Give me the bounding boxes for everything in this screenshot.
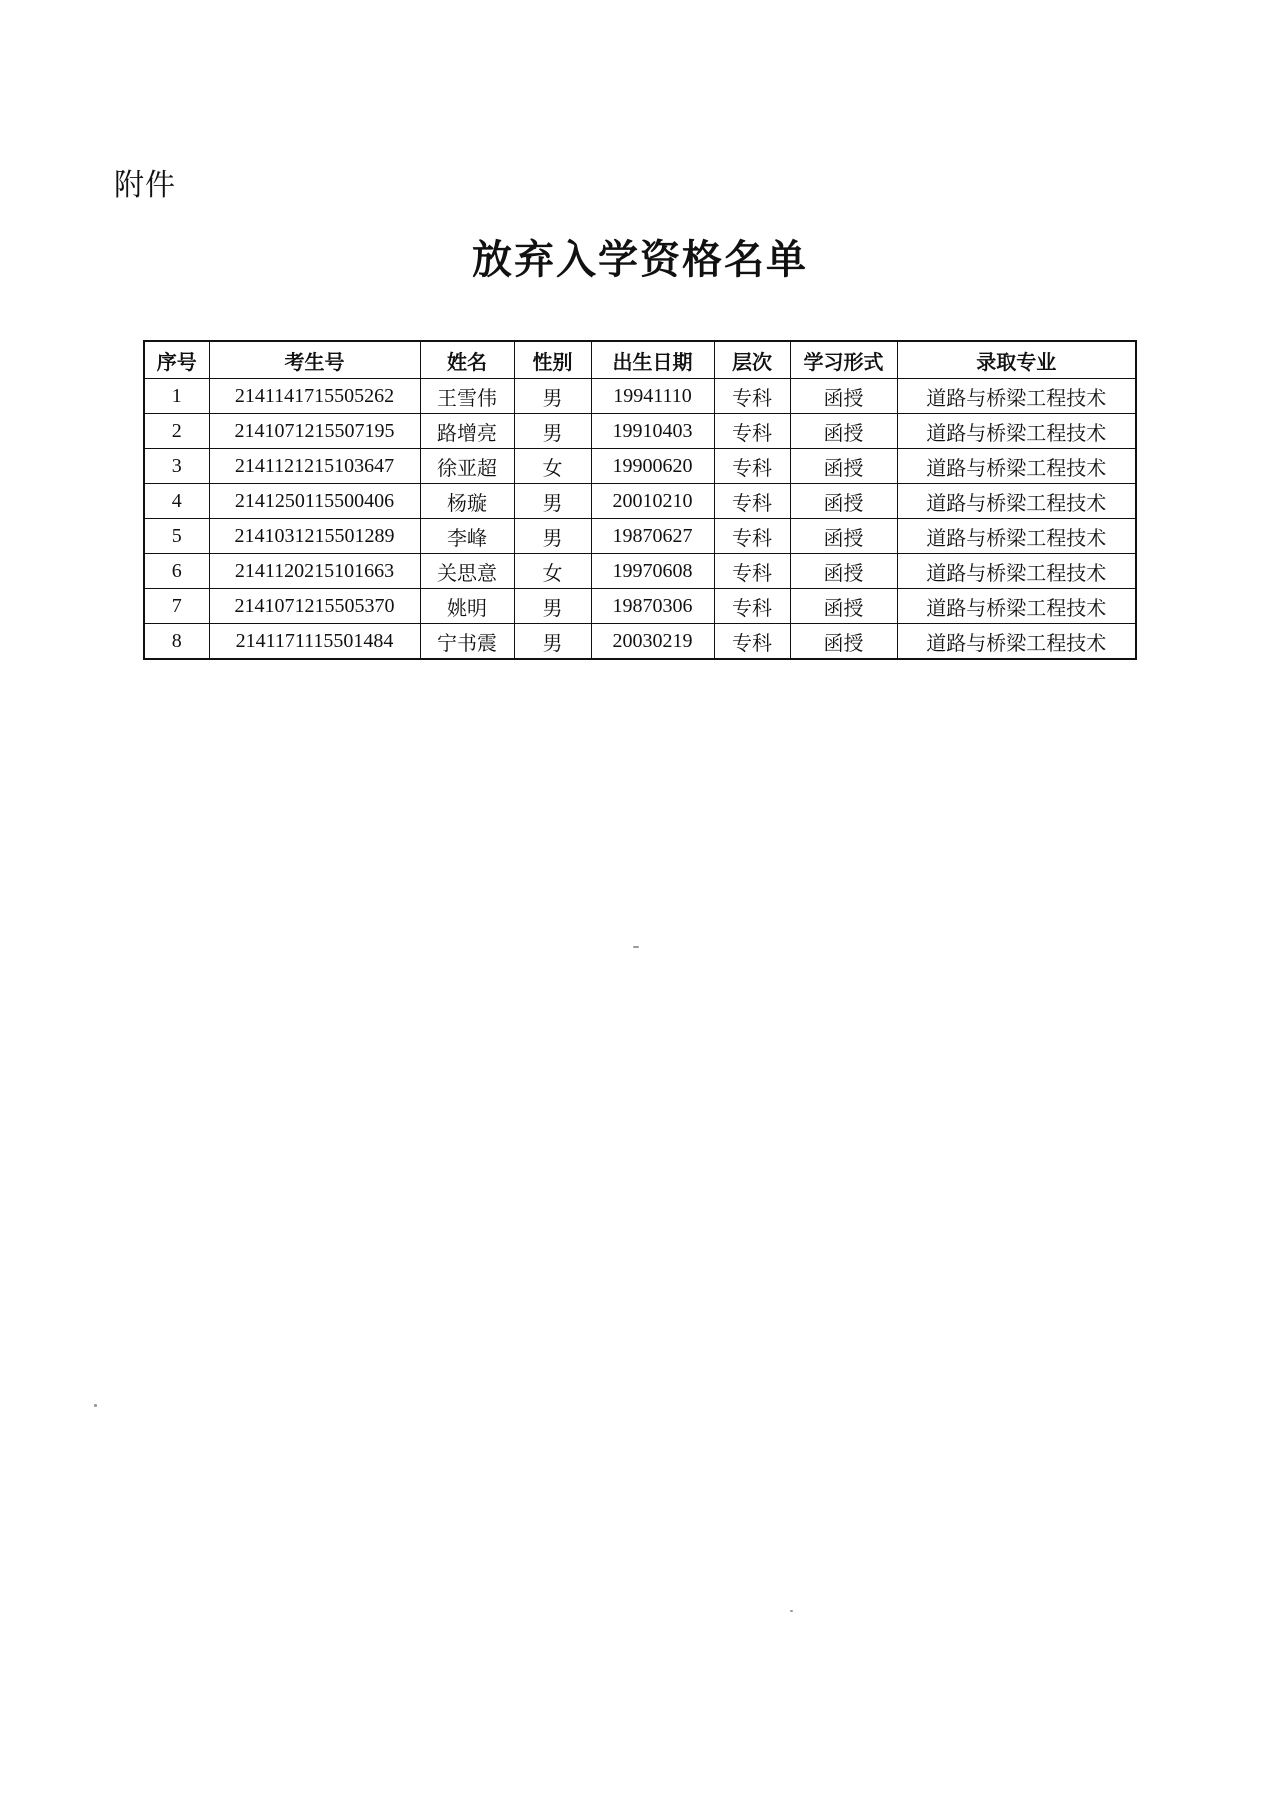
document-title: 放弃入学资格名单 bbox=[472, 236, 808, 283]
cell-index: 8 bbox=[144, 624, 209, 660]
cell-name: 徐亚超 bbox=[420, 449, 514, 484]
cell-level: 专科 bbox=[714, 449, 790, 484]
cell-gender: 女 bbox=[514, 554, 591, 589]
cell-index: 7 bbox=[144, 589, 209, 624]
cell-birth-date: 19900620 bbox=[591, 449, 714, 484]
cell-candidate-number: 2141071215507195 bbox=[209, 414, 420, 449]
cell-level: 专科 bbox=[714, 624, 790, 660]
cell-index: 3 bbox=[144, 449, 209, 484]
cell-major: 道路与桥梁工程技术 bbox=[897, 519, 1136, 554]
cell-name: 王雪伟 bbox=[420, 379, 514, 414]
attachment-label: 附件 bbox=[114, 168, 176, 203]
cell-major: 道路与桥梁工程技术 bbox=[897, 589, 1136, 624]
cell-study-mode: 函授 bbox=[790, 554, 897, 589]
cell-major: 道路与桥梁工程技术 bbox=[897, 624, 1136, 660]
table-row bbox=[144, 589, 1136, 624]
enrollment-table-container bbox=[143, 340, 1135, 660]
cell-birth-date: 20010210 bbox=[591, 484, 714, 519]
header-index: 序号 bbox=[144, 341, 209, 379]
cell-study-mode: 函授 bbox=[790, 414, 897, 449]
cell-gender: 男 bbox=[514, 484, 591, 519]
cell-major: 道路与桥梁工程技术 bbox=[897, 554, 1136, 589]
header-gender: 性别 bbox=[514, 341, 591, 379]
cell-level: 专科 bbox=[714, 379, 790, 414]
scan-speck bbox=[94, 1404, 97, 1407]
cell-candidate-number: 2141031215501289 bbox=[209, 519, 420, 554]
cell-level: 专科 bbox=[714, 554, 790, 589]
cell-candidate-number: 2141071215505370 bbox=[209, 589, 420, 624]
cell-study-mode: 函授 bbox=[790, 379, 897, 414]
cell-level: 专科 bbox=[714, 589, 790, 624]
table-row bbox=[144, 379, 1136, 414]
cell-gender: 男 bbox=[514, 519, 591, 554]
cell-candidate-number: 2141141715505262 bbox=[209, 379, 420, 414]
cell-index: 5 bbox=[144, 519, 209, 554]
header-level: 层次 bbox=[714, 341, 790, 379]
cell-gender: 男 bbox=[514, 589, 591, 624]
cell-birth-date: 19870627 bbox=[591, 519, 714, 554]
header-birth-date: 出生日期 bbox=[591, 341, 714, 379]
cell-study-mode: 函授 bbox=[790, 519, 897, 554]
scan-speck bbox=[790, 1610, 793, 1612]
cell-major: 道路与桥梁工程技术 bbox=[897, 379, 1136, 414]
cell-level: 专科 bbox=[714, 484, 790, 519]
cell-study-mode: 函授 bbox=[790, 624, 897, 660]
enrollment-waiver-table bbox=[143, 340, 1137, 660]
header-candidate-number: 考生号 bbox=[209, 341, 420, 379]
cell-level: 专科 bbox=[714, 519, 790, 554]
table-header-row bbox=[144, 341, 1136, 379]
cell-name: 宁书震 bbox=[420, 624, 514, 660]
cell-index: 4 bbox=[144, 484, 209, 519]
cell-birth-date: 20030219 bbox=[591, 624, 714, 660]
table-row bbox=[144, 624, 1136, 660]
table-row bbox=[144, 449, 1136, 484]
cell-index: 6 bbox=[144, 554, 209, 589]
table-row bbox=[144, 414, 1136, 449]
cell-birth-date: 19910403 bbox=[591, 414, 714, 449]
cell-study-mode: 函授 bbox=[790, 449, 897, 484]
cell-gender: 男 bbox=[514, 414, 591, 449]
header-study-mode: 学习形式 bbox=[790, 341, 897, 379]
cell-name: 李峰 bbox=[420, 519, 514, 554]
cell-birth-date: 19970608 bbox=[591, 554, 714, 589]
table-row bbox=[144, 519, 1136, 554]
cell-gender: 女 bbox=[514, 449, 591, 484]
cell-birth-date: 19870306 bbox=[591, 589, 714, 624]
cell-candidate-number: 2141120215101663 bbox=[209, 554, 420, 589]
cell-gender: 男 bbox=[514, 379, 591, 414]
table-row bbox=[144, 554, 1136, 589]
cell-name: 路增亮 bbox=[420, 414, 514, 449]
cell-level: 专科 bbox=[714, 414, 790, 449]
header-major: 录取专业 bbox=[897, 341, 1136, 379]
cell-candidate-number: 2141171115501484 bbox=[209, 624, 420, 660]
cell-major: 道路与桥梁工程技术 bbox=[897, 449, 1136, 484]
cell-study-mode: 函授 bbox=[790, 484, 897, 519]
cell-candidate-number: 2141121215103647 bbox=[209, 449, 420, 484]
cell-major: 道路与桥梁工程技术 bbox=[897, 414, 1136, 449]
cell-candidate-number: 2141250115500406 bbox=[209, 484, 420, 519]
cell-study-mode: 函授 bbox=[790, 589, 897, 624]
table-row bbox=[144, 484, 1136, 519]
cell-major: 道路与桥梁工程技术 bbox=[897, 484, 1136, 519]
header-name: 姓名 bbox=[420, 341, 514, 379]
cell-name: 姚明 bbox=[420, 589, 514, 624]
cell-name: 关思意 bbox=[420, 554, 514, 589]
scan-speck bbox=[633, 946, 639, 948]
cell-index: 2 bbox=[144, 414, 209, 449]
cell-index: 1 bbox=[144, 379, 209, 414]
cell-birth-date: 19941110 bbox=[591, 379, 714, 414]
cell-name: 杨璇 bbox=[420, 484, 514, 519]
cell-gender: 男 bbox=[514, 624, 591, 660]
